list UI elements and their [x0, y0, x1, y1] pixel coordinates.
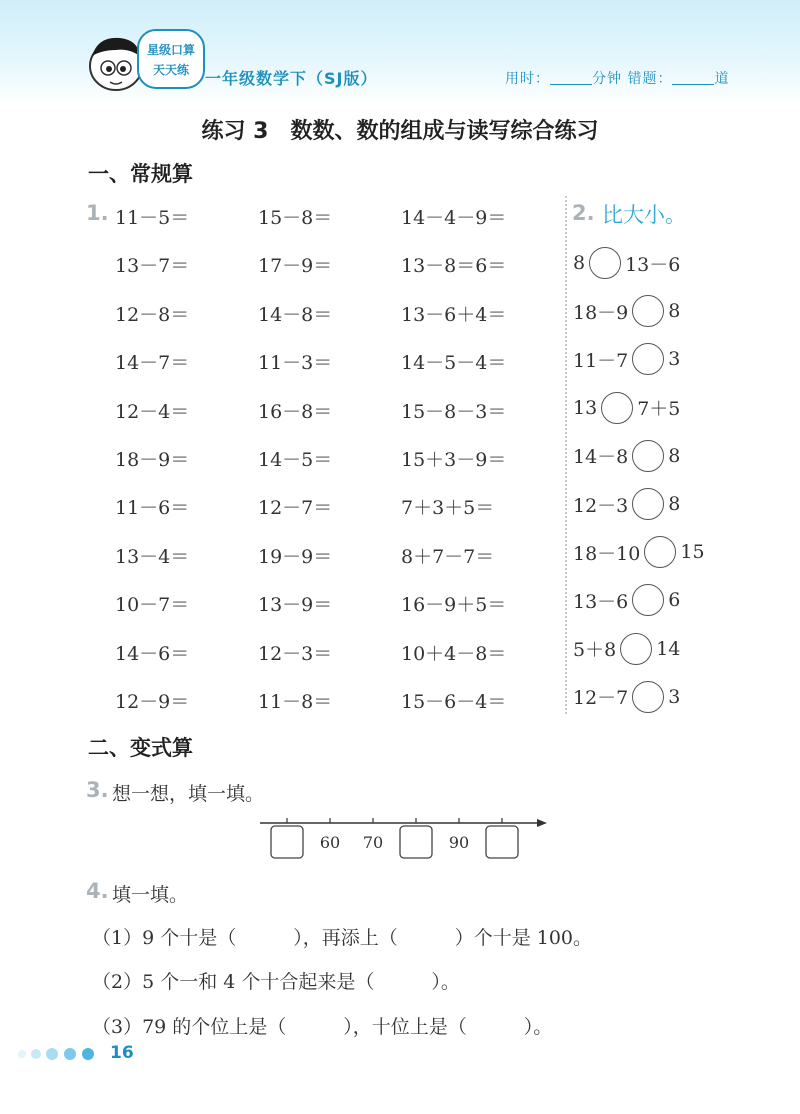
grade-title: 一年级数学下（SJ版） [205, 69, 378, 88]
compare-left: 12－7 [573, 687, 629, 710]
calc-expression[interactable]: 14－4－9＝ [401, 207, 507, 229]
calc-expression[interactable]: 10－7＝ [115, 594, 190, 617]
page-header [0, 0, 800, 104]
number-line-label-90: 90 [448, 833, 470, 852]
logo-text-bottom: 天天练 [152, 63, 190, 77]
calc-expression[interactable]: 11－8＝ [258, 691, 333, 713]
compare-row [573, 245, 680, 281]
compare-left: 14－8 [573, 446, 629, 469]
compare-circle-input[interactable] [620, 633, 652, 665]
compare-left: 13－6 [573, 590, 629, 613]
calc-expression[interactable]: 8＋7－7＝ [401, 545, 495, 568]
compare-row [573, 582, 680, 618]
calc-expression[interactable]: 15－8－3＝ [401, 400, 507, 423]
time-blank [550, 70, 592, 85]
logo-text-top: 星级口算 [146, 43, 196, 57]
calc-expression[interactable]: 13－7＝ [115, 255, 190, 278]
calc-expression[interactable]: 12－3＝ [258, 642, 333, 665]
number-line-box-2[interactable] [400, 826, 432, 858]
time-label: 用时： [505, 71, 550, 87]
compare-right: 8 [668, 444, 681, 467]
column-divider [565, 196, 567, 714]
calc-expression[interactable]: 15＋3－9＝ [401, 449, 507, 471]
time-errors-fields [505, 68, 729, 88]
compare-left: 8 [573, 252, 586, 274]
calc-expression[interactable]: 14－8＝ [258, 303, 333, 326]
fill-item-3[interactable]: （3）79 的个位上是（ ），十位上是（ ）。 [92, 1016, 553, 1038]
compare-circle-input[interactable] [644, 536, 676, 568]
compare-left: 12－3 [573, 494, 629, 517]
compare-right: 3 [668, 348, 681, 371]
calc-expression[interactable]: 7＋3＋5＝ [401, 497, 495, 520]
compare-right: 3 [668, 685, 681, 708]
number-line [255, 812, 555, 872]
compare-right: 6 [668, 589, 681, 612]
compare-circle-input[interactable] [632, 295, 664, 327]
compare-left: 18－10 [573, 542, 641, 565]
question-1-number: 1. [86, 201, 109, 225]
compare-circle-input[interactable] [632, 343, 664, 375]
calc-expression[interactable]: 15－6－4＝ [401, 691, 507, 713]
calc-expression[interactable]: 11－5＝ [115, 207, 190, 229]
section-heading-1: 一、常规算 [88, 162, 193, 186]
calc-expression[interactable]: 16－9＋5＝ [401, 594, 507, 617]
compare-row [573, 631, 680, 667]
calc-expression[interactable]: 12－9＝ [115, 691, 190, 713]
calc-expression[interactable]: 11－6＝ [115, 497, 190, 520]
fill-item-2[interactable]: （2）5 个一和 4 个十合起来是（ ）。 [92, 971, 460, 993]
compare-row [573, 341, 680, 377]
calc-expression[interactable]: 17－9＝ [258, 255, 333, 278]
compare-row [573, 534, 705, 570]
compare-circle-input[interactable] [601, 392, 633, 424]
calc-expression[interactable]: 12－4＝ [115, 400, 190, 423]
footer-dots-icon [16, 1046, 106, 1062]
calc-expression[interactable]: 18－9＝ [115, 449, 190, 471]
errors-unit: 道 [714, 71, 730, 87]
compare-left: 11－7 [573, 349, 629, 372]
compare-circle-input[interactable] [589, 247, 621, 279]
compare-circle-input[interactable] [632, 681, 664, 713]
question-4-text: 填一填。 [112, 884, 189, 906]
calc-expression[interactable]: 13－4＝ [115, 545, 190, 568]
question-2-number: 2. [572, 201, 595, 225]
calc-expression[interactable]: 14－5＝ [258, 449, 333, 471]
fill-item-1[interactable]: （1）9 个十是（ ），再添上（ ）个十是 100。 [92, 927, 593, 949]
calc-expression[interactable]: 10＋4－8＝ [401, 642, 507, 665]
calc-expression[interactable]: 15－8＝ [258, 207, 333, 229]
page-title: 练习 3 数数、数的组成与读写综合练习 [201, 119, 599, 144]
compare-right: 8 [668, 300, 681, 323]
compare-row [573, 486, 680, 522]
section-heading-2: 二、变式算 [88, 736, 193, 760]
compare-row [573, 679, 680, 715]
calc-expression[interactable]: 16－8＝ [258, 400, 333, 423]
compare-right: 15 [680, 541, 705, 564]
compare-right: 8 [668, 493, 681, 515]
number-line-box-3[interactable] [486, 826, 518, 858]
calc-expression[interactable]: 12－8＝ [115, 303, 190, 326]
calc-expression[interactable]: 14－5－4＝ [401, 352, 507, 375]
compare-circle-input[interactable] [632, 488, 664, 520]
compare-circle-input[interactable] [632, 584, 664, 616]
calc-expression[interactable]: 13－9＝ [258, 594, 333, 617]
compare-row [573, 390, 680, 426]
errors-label: 错题： [627, 71, 673, 87]
number-line-label-60: 60 [319, 833, 341, 852]
calc-expression[interactable]: 11－3＝ [258, 352, 333, 375]
time-unit: 分钟 [592, 71, 622, 87]
compare-circle-input[interactable] [632, 440, 664, 472]
compare-left: 18－9 [573, 301, 629, 324]
question-4-number: 4. [86, 879, 109, 903]
errors-blank [672, 70, 714, 85]
calc-expression[interactable]: 13－8＝6＝ [401, 255, 507, 278]
number-line-label-70: 70 [362, 833, 384, 852]
compare-row [573, 438, 680, 474]
question-3-number: 3. [86, 778, 109, 802]
compare-right: 14 [656, 637, 681, 660]
mascot-logo-icon [78, 22, 208, 100]
question-3-text: 想一想，填一填。 [112, 783, 265, 805]
calc-expression[interactable]: 14－7＝ [115, 352, 190, 375]
calc-expression[interactable]: 13－6＋4＝ [401, 303, 507, 326]
calc-expression[interactable]: 12－7＝ [258, 497, 333, 520]
question-2-title: 比大小。 [602, 203, 686, 227]
calc-expression[interactable]: 19－9＝ [258, 545, 333, 568]
calc-expression[interactable]: 14－6＝ [115, 642, 190, 665]
compare-row [573, 293, 680, 329]
compare-left: 5＋8 [573, 639, 617, 662]
compare-right: 13－6 [625, 253, 681, 276]
number-line-box-1[interactable] [271, 826, 303, 858]
compare-right: 7＋5 [637, 398, 681, 421]
compare-left: 13 [573, 396, 598, 419]
page-number: 16 [110, 1043, 134, 1063]
